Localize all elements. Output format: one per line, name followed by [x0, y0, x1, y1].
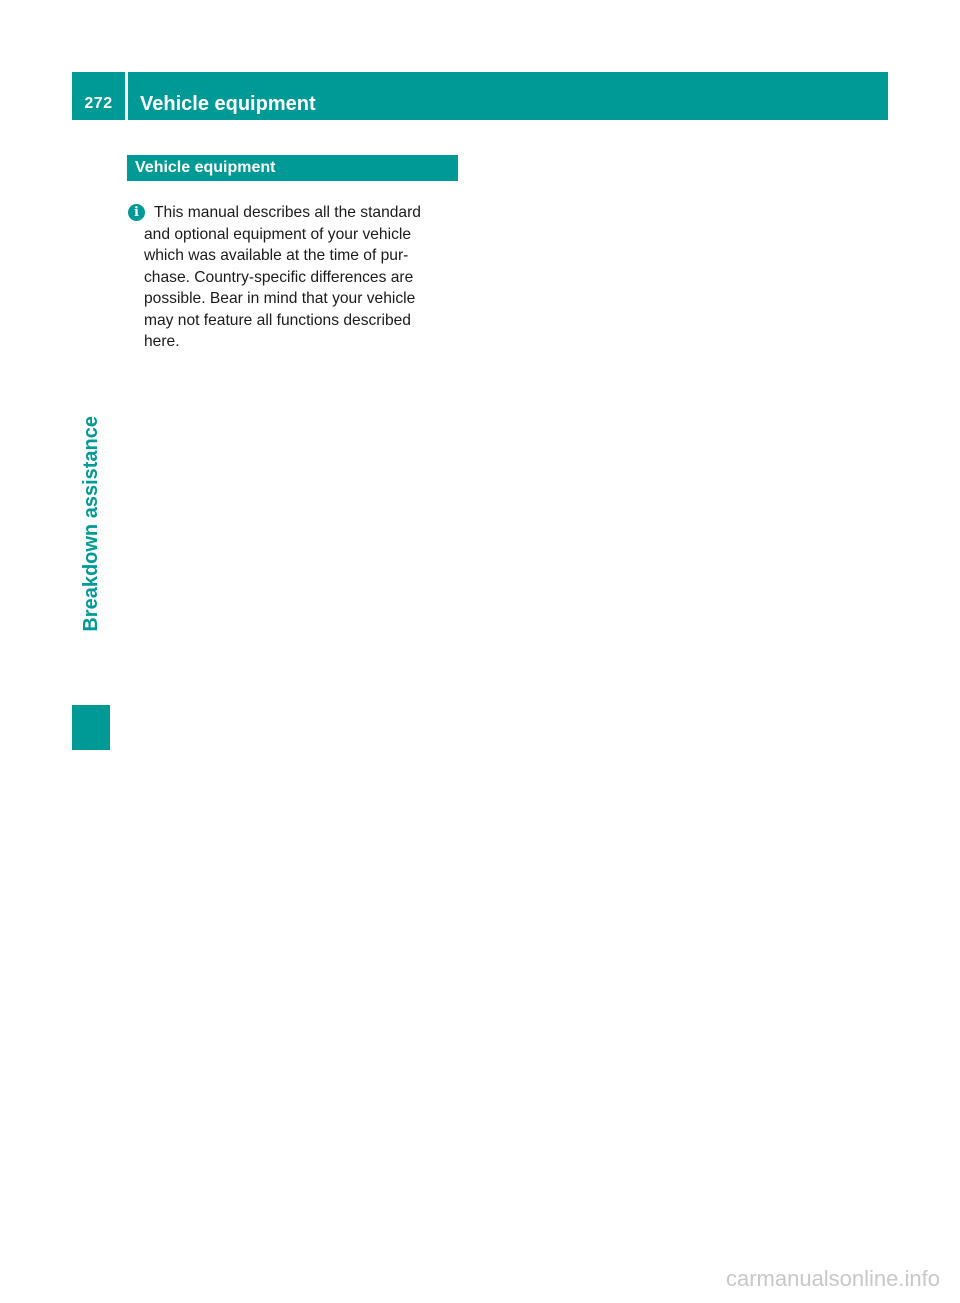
side-tab-label: Breakdown assistance — [79, 416, 102, 632]
side-tab — [72, 410, 110, 700]
info-line: possible. Bear in mind that your vehicle — [144, 290, 416, 307]
info-line: chase. Country-specific differences are — [144, 268, 414, 286]
header-divider — [125, 72, 128, 120]
page-number: 272 — [84, 95, 113, 112]
info-line: and optional equipment of your vehicle — [144, 225, 412, 243]
footer-watermark: carmanualsonline.info — [725, 1266, 940, 1291]
info-line: which was available at the time of pur- — [144, 247, 409, 264]
info-note — [144, 202, 460, 353]
info-icon: i — [128, 204, 145, 221]
section-heading: Vehicle equipment — [127, 155, 458, 181]
info-line: This manual describes all the standard — [154, 204, 421, 221]
side-tab-marker — [72, 705, 110, 750]
info-line: here. — [144, 333, 180, 350]
header-title: Vehicle equipment — [140, 93, 316, 115]
info-line: may not feature all functions described — [144, 311, 411, 329]
